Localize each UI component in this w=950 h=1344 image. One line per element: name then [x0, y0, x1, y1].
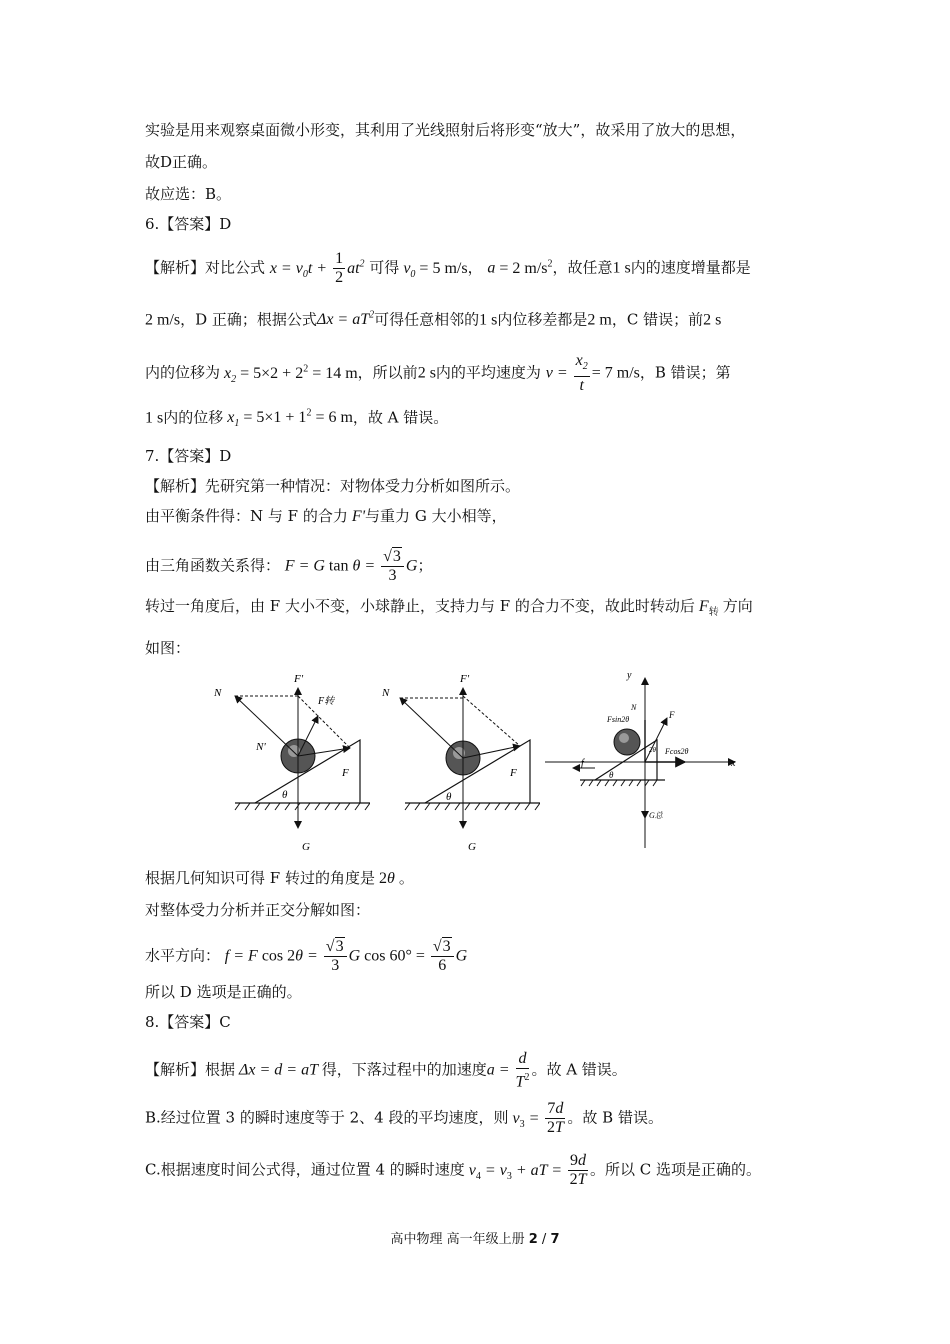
force-diagram-3: [545, 668, 745, 853]
q7-turn: 转过一角度后，由 F 大小不变，小球静止，支持力与 F 的合力不变，故此时转动后 $F_转$ 方向: [145, 597, 753, 619]
q7-analysis: 【解析】先研究第一种情况：对物体受力分析如图所示。: [145, 477, 521, 495]
page-total: 7: [550, 1232, 560, 1247]
fig-label: F转: [318, 696, 335, 707]
fig-label: N: [382, 687, 390, 699]
fig-label: θ: [282, 789, 288, 801]
fig-label: F': [294, 673, 304, 685]
q7-geom: 根据几何知识可得 F 转过的角度是 2θ 。: [145, 869, 414, 887]
q8-a: 【解析】根据 Δx = d = aT 得，下落过程中的加速度a = $\frac{d}{T^2}$ 。故 A 错误。: [145, 1050, 627, 1091]
fig-label: G: [302, 841, 310, 853]
q6-line-3: 内的位移为 $x_2 = 5\times 2 + 2^2 = 14$ m，所以前2 s内的平均速度为 v = $\frac{x_2}{t}$ = 7 m/s，B 错误；第: [145, 352, 731, 395]
fig-label: F: [342, 767, 349, 779]
page-footer: 高中物理 高一年级上册 2 / 7: [390, 1232, 560, 1247]
q7-eq1: 由平衡条件得：N 与 F 的合力 F'与重力 G 大小相等，: [145, 507, 507, 525]
paragraph-line: 故D正确。: [145, 153, 218, 171]
fig-label: θ: [609, 770, 614, 780]
q6-line-2: 2 m/s，D 正确；根据公式$\Delta x = aT^2$可得任意相邻的1 s内位移差都是2 m，C 错误；前2 s: [145, 310, 722, 329]
fig-label: 2θ: [649, 746, 656, 754]
fig-label: θ: [446, 791, 452, 803]
fig-label: N: [214, 687, 222, 699]
q8-header: 8.【答案】C: [145, 1013, 231, 1031]
page-number: 2: [528, 1232, 538, 1247]
fig-label: f: [581, 758, 584, 769]
fig-label: N': [256, 741, 266, 753]
fig-label: x: [731, 758, 736, 769]
q7-conclusion: 所以 D 选项是正确的。: [145, 983, 302, 1001]
q6-header: 6.【答案】D: [145, 215, 232, 233]
paragraph-line: 实验是用来观察桌面微小形变，其利用了光线照射后将形变“放大”，故采用了放大的思想，: [145, 121, 746, 139]
fig-label: G: [468, 841, 476, 853]
q8-b: B.经过位置 3 的瞬时速度等于 2、4 段的平均速度，则 $v_3$ = $\frac{7d}{2T}$ 。故 B 错误。: [145, 1100, 663, 1136]
q7-header: 7.【答案】D: [145, 447, 232, 465]
fig-label: Fcos2θ: [665, 747, 689, 756]
q7-horiz: 水平方向： f = F cos 2θ = $\frac{√3}{3}$ G cos 60° = $\frac{√3}{6}$ G: [145, 938, 468, 974]
force-diagram-1: [210, 668, 370, 858]
q8-c: C.根据速度时间公式得，通过位置 4 的瞬时速度 $v_4 = v_3$ + aT = $\frac{9d}{2T}$ 。所以 C 选项是正确的。: [145, 1152, 762, 1188]
fig-label: y: [627, 670, 632, 681]
fig-label: N: [631, 703, 637, 712]
fig-label: F: [510, 767, 517, 779]
fig-label: F': [460, 673, 470, 685]
q7-eq2: 由三角函数关系得： F = G tan θ = $\frac{√3}{3}$ G；: [145, 548, 433, 584]
paragraph-line: 故应选：B。: [145, 185, 232, 203]
force-diagram-2: [380, 668, 540, 858]
q7-turn-2: 如图：: [145, 639, 191, 657]
fig-label: Fsin2θ: [607, 715, 630, 724]
fig-label: G总: [649, 811, 663, 820]
fig-label: F: [669, 710, 675, 720]
q7-whole: 对整体受力分析并正交分解如图：: [145, 901, 371, 919]
q6-line-1: 【解析】对比公式 $x = v_0t$ + $\frac{1}{2}$ $at^2$ 可得 $v_0 = 5$ m/s， a = 2 $m/s^2$，故任意1 s内的速度增量都是: [145, 250, 751, 286]
q6-line-4: 1 s内的位移 $x_1 = 5\times 1 + 1^2 = 6$ m，故 A 错误。: [145, 408, 449, 430]
